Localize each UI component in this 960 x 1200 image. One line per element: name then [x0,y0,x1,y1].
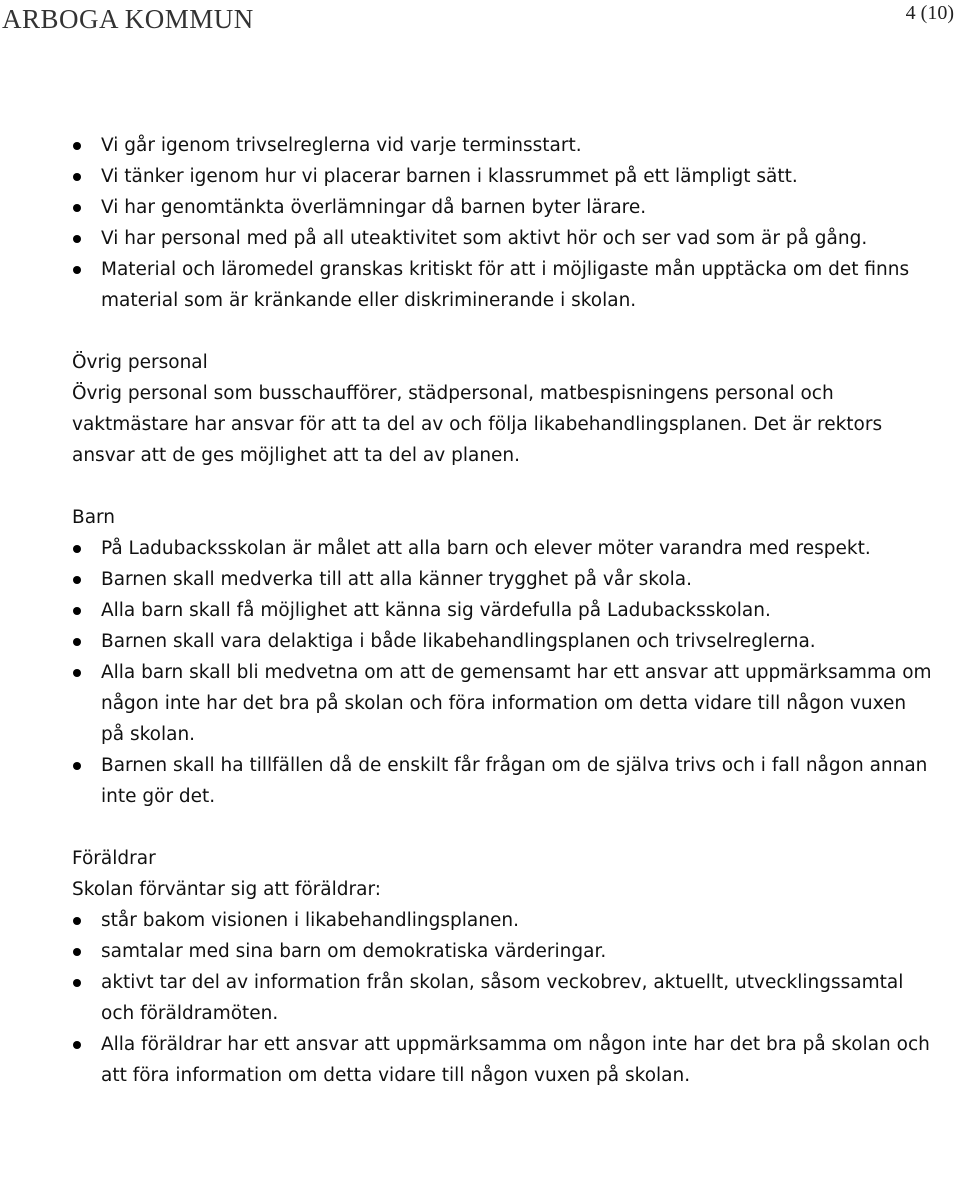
logo: ARBOGA KOMMUN [2,4,254,34]
page-number: 4 (10) [905,2,954,24]
list-item: Vi går igenom trivselreglerna vid varje terminsstart. [72,130,932,161]
list-item: På Ladubacksskolan är målet att alla barn och elever möter varandra med respekt. [72,533,932,564]
paragraph: Övrig personal som busschaufförer, städpersonal, matbespisningens personal och vaktmästare har ansvar för att ta del av och följa likabehandlingsplanen. Det är rektors ansvar att de ges möjlighet att ta del av planen. [72,383,883,466]
list-item: Vi har personal med på all uteaktivitet som aktivt hör och ser vad som är på gång. [72,223,932,254]
list-item: Alla barn skall bli medvetna om att de gemensamt har ett ansvar att uppmärksamma om någon inte har det bra på skolan och föra information om detta vidare till någon vuxen på skolan. [72,657,932,750]
list-item: Vi har genomtänkta överlämningar då barnen byter lärare. [72,192,932,223]
list-item: Barnen skall ha tillfällen då de enskilt får frågan om de själva trivs och i fall någon annan inte gör det. [72,750,932,812]
list-item: Alla barn skall få möjlighet att känna sig värdefulla på Ladubacksskolan. [72,595,932,626]
list-item: Vi tänker igenom hur vi placerar barnen i klassrummet på ett lämpligt sätt. [72,161,932,192]
section-heading: Övrig personal [72,352,208,373]
intro-list [72,130,932,316]
foraldrar-list [72,905,932,1091]
section-heading: Föräldrar [72,848,156,869]
list-item: står bakom visionen i likabehandlingsplanen. [72,905,932,936]
section-heading: Barn [72,507,116,528]
document-body [72,130,932,1091]
list-item: Material och läromedel granskas kritiskt för att i möjligaste mån upptäcka om det finns material som är kränkande eller diskriminerande i skolan. [72,254,932,316]
list-item: Barnen skall vara delaktiga i både likabehandlingsplanen och trivselreglerna. [72,626,932,657]
foraldrar-section [72,843,932,1091]
list-item: aktivt tar del av information från skolan, såsom veckobrev, aktuellt, utvecklingssamtal och föräldramöten. [72,967,932,1029]
ovrig-personal-section [72,347,932,471]
barn-section [72,502,932,812]
paragraph: Skolan förväntar sig att föräldrar: [72,879,381,900]
list-item: Alla föräldrar har ett ansvar att uppmärksamma om någon inte har det bra på skolan och att föra information om detta vidare till någon vuxen på skolan. [72,1029,932,1091]
list-item: samtalar med sina barn om demokratiska värderingar. [72,936,932,967]
list-item: Barnen skall medverka till att alla känner trygghet på vår skola. [72,564,932,595]
barn-list [72,533,932,812]
